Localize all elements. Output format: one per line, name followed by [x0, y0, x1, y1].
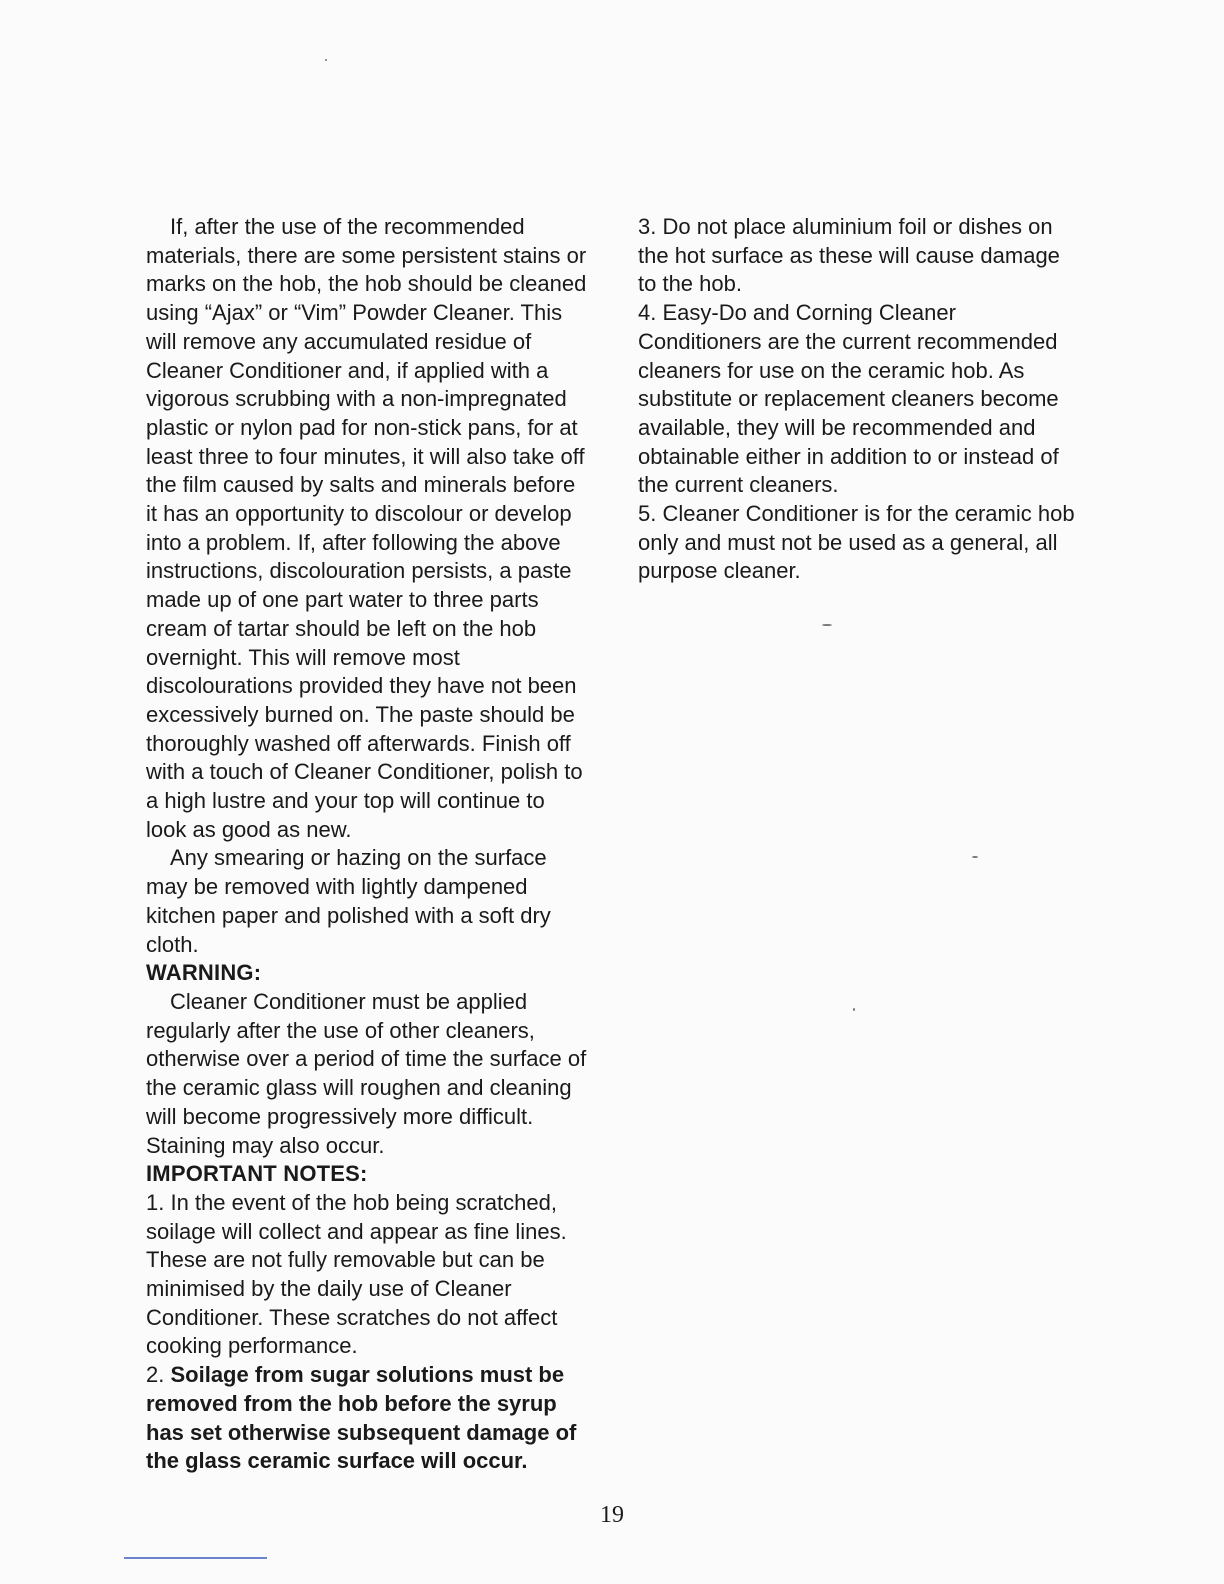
left-column [146, 213, 591, 1476]
intro-paragraph: If, after the use of the recommended materials, there are some persistent stains or marks on the hob, the hob should be cleaned using “Ajax” or “Vim” Powder Cleaner. This will remove any accumulated residue of Cleaner Conditioner and, if applied with a vigorous scrubbing with a non-impregnated plastic or nylon pad for non-stick pans, for at least three to four minutes, it will also take off the film caused by salts and minerals before it has an opportunity to discolour or develop into a problem. If, after following the above instructions, discolouration persists, a paste made up of one part water to three parts cream of tartar should be left on the hob overnight. This will remove most discolourations provided they have not been excessively burned on. The paste should be thoroughly washed off afterwards. Finish off with a touch of Cleaner Conditioner, polish to a high lustre and your top will continue to look as good as new. [146, 214, 587, 842]
note-4: 4. Easy-Do and Corning Cleaner Conditioners are the current recommended cleaners for use on the ceramic hob. As substitute or replacement cleaners become available, they will be recommended and obtainable either in addition to or instead of the current cleaners. [638, 300, 1059, 498]
warning-heading: WARNING: [146, 960, 262, 986]
footer-rule [124, 1557, 267, 1559]
note-2 [146, 1361, 591, 1476]
note-2-text: Soilage from sugar solutions must be removed from the hob before the syrup has set otherwise subsequent damage of the glass ceramic surface will occur. [146, 1362, 577, 1474]
scan-speck [325, 59, 327, 61]
note-2-number: 2. [146, 1362, 165, 1388]
warning-paragraph: Cleaner Conditioner must be applied regularly after the use of other cleaners, otherwise over a period of time the surface of the ceramic glass will roughen and cleaning will become progressively more difficult. Staining may also occur. [146, 988, 587, 1158]
important-notes-heading: IMPORTANT NOTES: [146, 1161, 368, 1187]
right-column [638, 213, 1078, 586]
scan-speck [972, 856, 978, 858]
smearing-paragraph: Any smearing or hazing on the surface may be removed with lightly dampened kitchen paper and polished with a soft dry cloth. [146, 845, 551, 957]
scan-speck [853, 1008, 855, 1011]
scan-speck [822, 624, 832, 626]
note-3: 3. Do not place aluminium foil or dishes on the hot surface as these will cause damage to the hob. [638, 214, 1060, 297]
note-5: 5. Cleaner Conditioner is for the ceramic hob only and must not be used as a general, all purpose cleaner. [638, 501, 1075, 584]
page-number: 19 [600, 1502, 624, 1528]
note-1: 1. In the event of the hob being scratched, soilage will collect and appear as fine lines. These are not fully removable but can be minimised by the daily use of Cleaner Conditioner. These scratches do not affect cooking performance. [146, 1189, 567, 1359]
